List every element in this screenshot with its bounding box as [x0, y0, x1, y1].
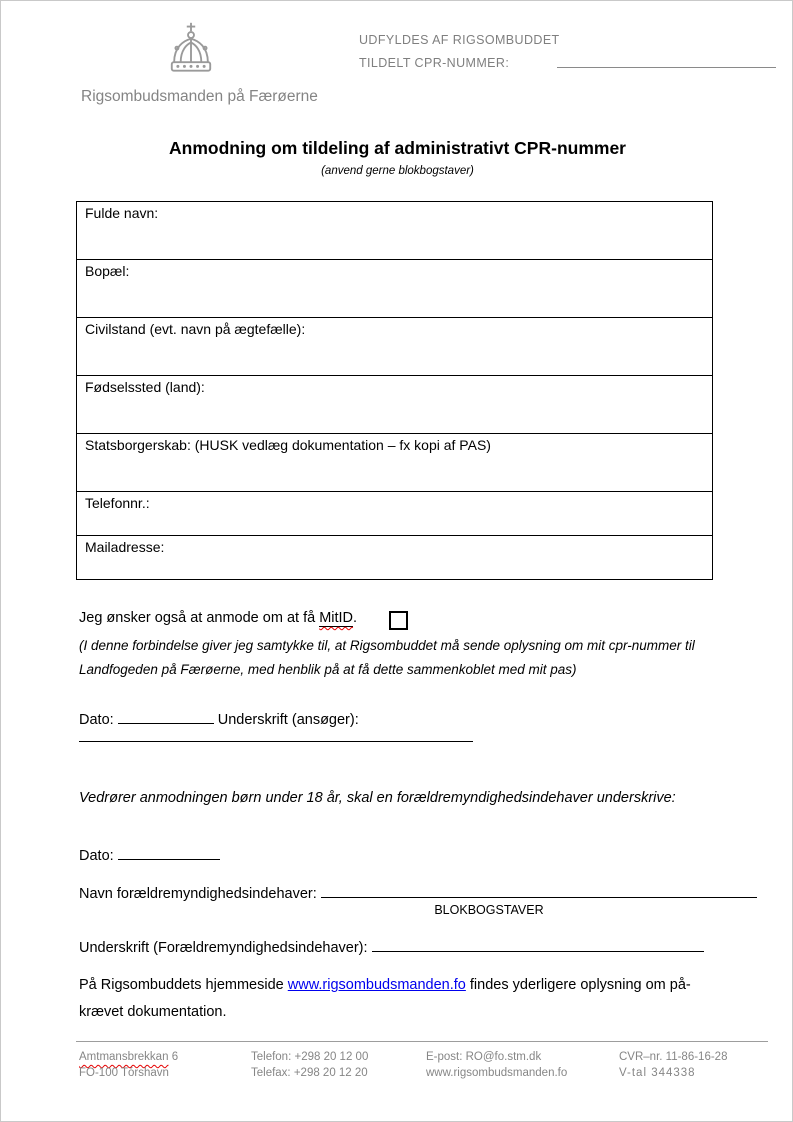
guardian-signature-label: Underskrift (Forældremyndighedsindehaver):	[79, 940, 368, 956]
admin-note	[359, 29, 560, 75]
footer-contact	[426, 1049, 567, 1081]
footer-address-number: 6	[171, 1051, 179, 1063]
field-residence-label: Bopæl:	[85, 263, 130, 279]
mitid-text-before: Jeg ønsker også at anmode om at få	[79, 610, 320, 626]
form-table	[76, 201, 713, 580]
applicant-date-label: Dato:	[79, 712, 114, 728]
applicant-signature-row	[79, 710, 719, 746]
footer-address	[79, 1049, 178, 1081]
footer-phone	[251, 1049, 368, 1081]
mitid-checkbox[interactable]	[389, 611, 408, 630]
mitid-text-after: .	[353, 610, 358, 626]
admin-note-line2: TILDELT CPR-NUMMER:	[359, 56, 510, 70]
footer-phone-line2: Telefax: +298 20 12 20	[251, 1067, 368, 1079]
page-subtitle: (anvend gerne blokbogstaver)	[321, 165, 474, 177]
mitid-word: MitID	[319, 610, 354, 626]
website-link[interactable]: www.rigsombudsmanden.fo	[287, 977, 466, 993]
website-note-before: På Rigsombuddets hjemmeside	[79, 977, 288, 993]
website-note-after2: krævet dokumentation.	[79, 1004, 227, 1020]
field-marital-status-label: Civilstand (evt. navn på ægtefælle):	[85, 321, 306, 337]
admin-note-line1: UDFYLDES AF RIGSOMBUDDET	[359, 33, 560, 47]
applicant-signature-blank-line[interactable]	[79, 728, 473, 742]
guardian-date-label: Dato:	[79, 848, 114, 864]
field-email-label: Mailadresse:	[85, 539, 165, 555]
applicant-date-blank-line[interactable]	[118, 710, 214, 724]
mitid-consent-note	[79, 634, 739, 681]
footer-cvr: CVR–nr. 11-86-16-28	[619, 1051, 728, 1063]
field-residence[interactable]	[77, 260, 712, 318]
applicant-signature-label: Underskrift (ansøger):	[217, 712, 359, 728]
footer-address-line1	[79, 1049, 178, 1065]
footer-address-line2: FO-100 Tórshavn	[79, 1067, 169, 1079]
footer-vtal: V-tal 344338	[619, 1067, 696, 1079]
footer-address-street: Amtmansbrekkan	[79, 1051, 169, 1063]
website-note-after1: findes yderligere oplysning om på-	[465, 977, 691, 993]
field-citizenship[interactable]	[77, 434, 712, 492]
guardian-name-blank-line[interactable]	[321, 884, 757, 898]
field-phone[interactable]	[77, 492, 712, 536]
org-name: Rigsombudsmanden på Færøerne	[81, 88, 318, 105]
footer-registration	[619, 1049, 727, 1081]
mitid-consent-line1: (I denne forbindelse giver jeg samtykke til, at Rigsombuddet må sende oplysning om mit cpr-nummer til	[79, 638, 695, 653]
field-marital-status[interactable]	[77, 318, 712, 376]
field-birthplace[interactable]	[77, 376, 712, 434]
guardian-name-row	[79, 884, 757, 902]
crown-logo-icon	[161, 19, 221, 81]
field-phone-label: Telefonnr.:	[85, 495, 150, 511]
field-citizenship-label: Statsborgerskab: (HUSK vedlæg dokumentation – fx kopi af PAS)	[85, 437, 491, 453]
mitid-consent-line2: Landfogeden på Færøerne, med henblik på at få dette sammenkoblet med mit pas)	[79, 661, 577, 677]
guardian-name-label: Navn forældremyndighedsindehaver:	[79, 886, 317, 902]
mitid-request-line	[79, 610, 357, 626]
guardian-signature-blank-line[interactable]	[372, 938, 704, 952]
guardian-signature-row	[79, 938, 704, 956]
guardian-date-blank-line[interactable]	[118, 846, 220, 860]
website-note	[79, 972, 749, 1026]
block-letters-hint: BLOKBOGSTAVER	[434, 903, 544, 917]
field-birthplace-label: Fødselssted (land):	[85, 379, 205, 395]
guardian-note: Vedrører anmodningen børn under 18 år, skal en forældremyndighedsindehaver underskrive:	[79, 790, 676, 806]
field-email[interactable]	[77, 536, 712, 579]
footer-email: E-post: RO@fo.stm.dk	[426, 1051, 542, 1063]
field-full-name[interactable]	[77, 202, 712, 260]
assigned-cpr-blank-line[interactable]	[557, 67, 776, 68]
footer-website: www.rigsombudsmanden.fo	[426, 1067, 568, 1079]
guardian-date-row	[79, 846, 220, 864]
footer-divider	[76, 1041, 768, 1042]
page-title: Anmodning om tildeling af administrativt CPR-nummer	[169, 138, 626, 158]
footer-phone-line1: Telefon: +298 20 12 00	[251, 1051, 369, 1063]
field-full-name-label: Fulde navn:	[85, 205, 159, 221]
